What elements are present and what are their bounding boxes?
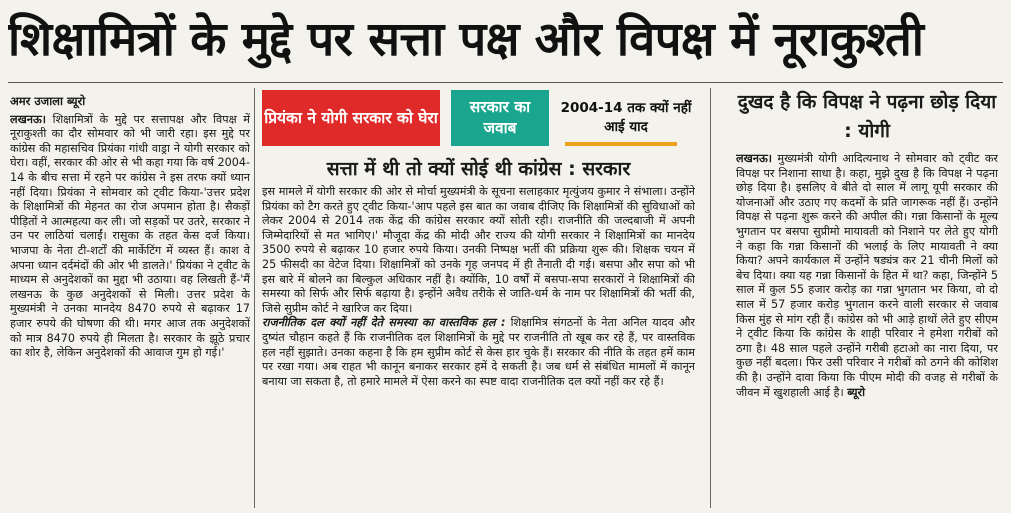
right-body-text: मुख्यमंत्री योगी आदित्यनाथ ने सोमवार को ट्वीट कर विपक्ष पर निशाना साधा है। कहा, मुझे दुख है कि विपक्ष ने पढ़ना छोड़ दिया है। इसलिए वे बीते दो साल में लागू यूपी सरकार की योजनाओं और उठाए गए कदमों के प्रति जागरूक नहीं हैं। उन्होंने विपक्ष से पढ़ना शुरू करने की अपील की। गन्ना किसानों के मूल्य भुगतान पर बसपा सुप्रीमो मायावती को निशाने पर लेते हुए योगी ने कहा कि गन्ना किसानों की भलाई के लिए मायावती ने क्या किया? अपने कार्यकाल में उन्होंने षड्यंत्र कर 21 चीनी मिलों को बेच दिया। क्या यह गन्ना किसानों के हित में था? कहा, जिन्होंने 5 साल में कुल 55 हजार करोड़ का गन्ना भुगतान भर किया, वो दो साल में 57 हजार करोड़ भुगतान करने वाली सरकार से जवाब किस मुंह से मांग रही हैं। कांग्रेस को भी आड़े हाथों लेते हुए सीएम ने ट्वीट किया कि कांग्रेस के शाही परिवार ने हमेशा गरीबों को ठगा है। 48 साल पहले उन्होंने गरीबी हटाओ का नारा दिया, पर कुछ नहीं बदला। फिर उसी परिवार ने गरीबों को ठगने की कोशिश की है। उन्होंने दावा किया कि पीएम मोदी की वजह से गरीबों के जीवन में खुशहाली आई है। [736,152,998,399]
byline: अमर उजाला ब्यूरो [10,94,86,108]
highlight-box-question [557,90,695,146]
middle-body-2-text: शिक्षामित्र संगठनों के नेता अनिल यादव और दुष्यंत चौहान कहते हैं कि राजनीतिक दल शिक्षामित्रों के मुद्दे पर राजनीति तो खूब कर रहे हैं, पर वास्तविक हल नहीं सुझाते। उनका कहना है कि हम सुप्रीम कोर्ट से केस हार चुके हैं। सरकार की नीति के तहत हमें काम पर रखा गया। अब राहत भी कानून बनाकर सरकार हमें दे सकती है। जब धर्म से संबंधित मामलों में कानून बनाया जा सकता है, तो हमारे मामले में ऐसा करने का स्पष्ट वादा राजनीतिक दल क्यों नहीं कर रहे हैं। [262,316,695,388]
middle-subheadline: सत्ता में थी तो क्यों सोई थी कांग्रेस : सरकार [326,158,631,180]
left-article-body [10,113,250,361]
middle-column [262,185,695,510]
highlight-box-government [451,90,549,146]
column-divider-right [710,88,711,508]
right-article-body [736,152,998,400]
middle-body-1: इस मामले में योगी सरकार की ओर से मोर्चा मुख्यमंत्री के सूचना सलाहकार मृत्युंजय कुमार ने संभाला। उन्होंने प्रियंका को टैग करते हुए ट्वीट किया-'आप पहले इस बात का जवाब दीजिए कि शिक्षामित्रों की सुविधाओं को लेकर 2004 से 2014 तक केंद्र की कांग्रेस सरकार क्यों सोती रही। राजनीति की जल्दबाजी में अपनी जिम्मेदारियों से मत भागिए।' मौजूदा केंद्र की मोदी और राज्य की योगी सरकार ने शिक्षामित्रों का मानदेय 3500 रुपये से बढ़ाकर 10 हजार रुपये किया। उनकी निष्पक्ष भर्ती की प्रक्रिया शुरू की। शिक्षक चयन में 25 फीसदी का वेटेज दिया। शिक्षामित्रों को उनके गृह जनपद में ही तैनाती दी गई। बसपा और सपा को भी इस बारे में बोलने का बिल्कुल अधिकार नहीं है। क्योंकि, 10 वर्षों में बसपा-सपा सरकारों ने शिक्षामित्रों की समस्या को सिर्फ और सिर्फ बढ़ाया है। इन्होंने अवैध तरीके से जाति-धर्म के नाम पर शिक्षामित्रों की भर्ती की, जिसे सुप्रीम कोर्ट ने खारिज कर दिया। [262,185,695,315]
highlight-box-government-text: सरकार का जवाब [469,98,531,137]
right-headline: दुखद है कि विपक्ष ने पढ़ना छोड़ दिया : योगी [737,91,997,142]
main-headline: शिक्षामित्रों के मुद्दे पर सत्ता पक्ष और विपक्ष में नूराकुश्ती [8,12,924,67]
right-credit: ब्यूरो [847,385,866,399]
highlight-box-question-text: 2004-14 तक क्यों नहीं आई याद [560,100,692,135]
left-body-text: शिक्षामित्रों के मुद्दे पर सत्तापक्ष और विपक्ष में नूराकुश्ती का दौर सोमवार को भी जारी रहा। इस मुद्दे पर कांग्रेस की महासचिव प्रियंका गांधी वाड्रा ने योगी सरकार को घेरा। वहीं, सरकार की ओर से भी कहा गया कि वर्ष 2004-14 के बीच सत्ता में रहने पर कांग्रेस ने इस तरफ क्यों ध्यान नहीं दिया। प्रियंका ने सोमवार को ट्वीट किया-'उत्तर प्रदेश के शिक्षामित्रों की मेहनत का रोज अपमान होता है। सैकड़ों पीड़ितों ने आत्महत्या कर ली। जो सड़कों पर उतरे, सरकार ने उन पर लाठियां चलाईं। रासुका के तहत केस दर्ज किया। भाजपा के नेता टी-शर्टों की मार्केटिंग में व्यस्त हैं। काश वे अपना ध्यान दर्दमंदों की ओर भी डालते।' प्रियंका ने ट्वीट के माध्यम से अनुदेशकों का मुद्दा भी उठाया। वह लिखती हैं-'मैं लखनऊ के कुछ अनुदेशकों से मिली। उत्तर प्रदेश के मुख्यमंत्री ने उनका मानदेय 8470 रुपये से बढ़ाकर 17 हजार रुपये की घोषणा की थी। मगर आज तक अनुदेशकों को मात्र 8470 रुपये ही मिलता है। सरकार के झूठे प्रचार का शोर है, लेकिन अनुदेशकों की आवाज गुम हो गई।' [10,112,250,360]
left-column [10,94,250,509]
highlight-box-priyanka [262,90,440,146]
highlight-box-priyanka-text: प्रियंका ने योगी सरकार को घेरा [264,108,438,127]
middle-inline-heading: राजनीतिक दल क्यों नहीं देते समस्या का वास्तविक हल : [262,316,506,330]
right-dateline: लखनऊ। [736,152,772,165]
question-underline [565,142,677,146]
headline-divider [8,82,1003,83]
column-divider-left [254,88,255,508]
right-column [736,152,998,510]
left-dateline: लखनऊ। [10,112,46,126]
middle-body-2 [262,316,695,389]
